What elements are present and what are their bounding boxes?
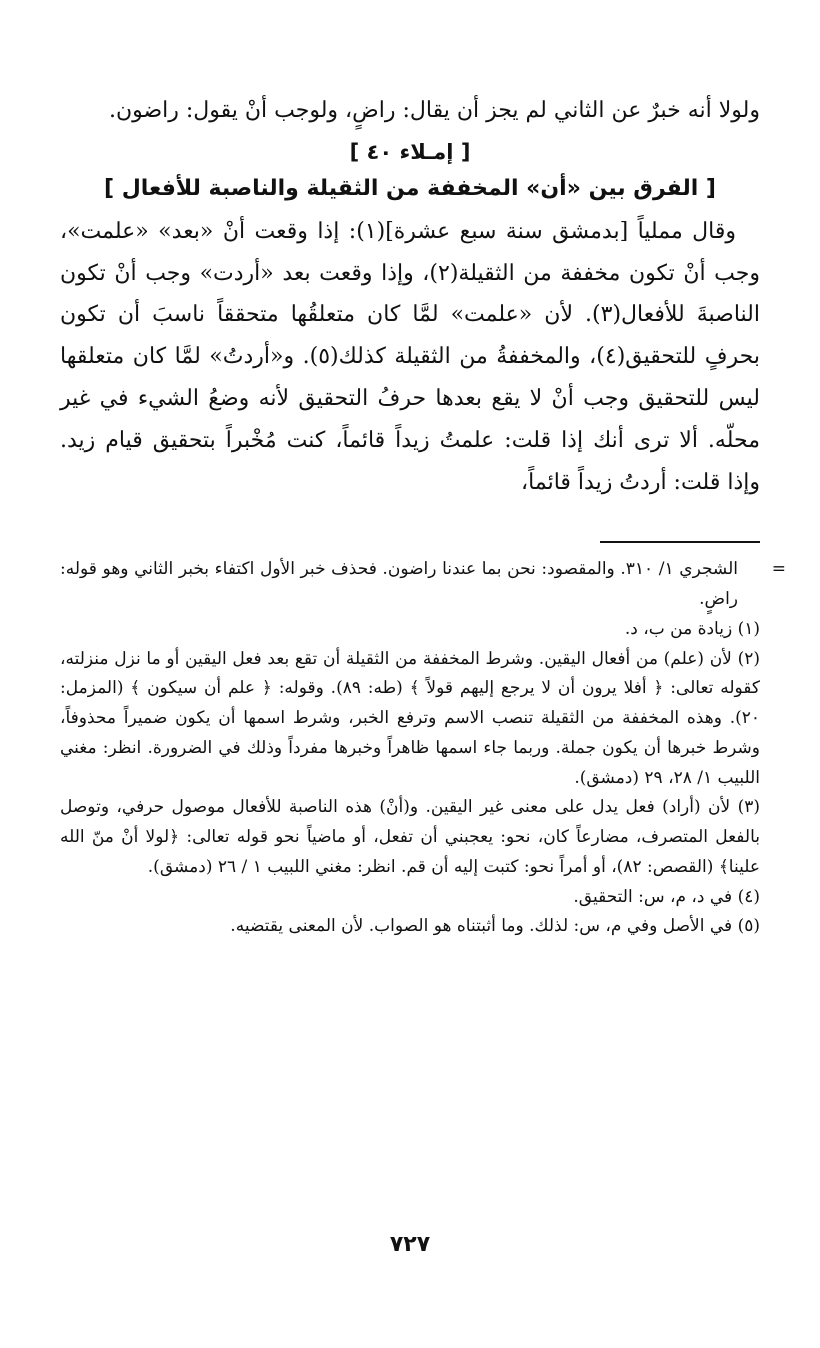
continuation-mark: = — [771, 559, 786, 580]
footnote-item: (٣) لأن (أراد) فعل يدل على معنى غير اليقين. و(أنْ) هذه الناصبة للأفعال موصول حرفي، وتوصل بالفعل المتصرف، مضارعاً كان، نحو: يعجبني أن تفعل، أو ماضياً نحو قوله تعالى: ﴿لولا أنْ منّ الله علينا﴾ (القصص: ٨٢)، أو أمراً نحو: كتبت إليه أن قم. انظر: مغني اللبيب ١ / ٢٦ (دمشق). — [60, 797, 760, 877]
footnote-item: (٤) في د، م، س: التحقيق. — [573, 886, 760, 907]
book-page — [60, 90, 786, 942]
footnote-divider — [600, 541, 760, 543]
section-title: [ إمـلاء ٤٠ ] — [349, 139, 471, 164]
footnote-item: (٥) في الأصل وفي م، س: لذلك. وما أثبتناه هو الصواب. لأن المعنى يقتضيه. — [230, 916, 760, 937]
section-subtitle: [ الفرق بين «أن» المخففة من الثقيلة والناصبة للأفعال ] — [103, 175, 716, 201]
main-text — [60, 90, 760, 503]
paragraph-main: وقال مملياً [بدمشق سنة سبع عشرة](١): إذا وقعت أنْ «بعد» «علمت»، وجب أنْ تكون مخففة من الثقيلة(٢)، وإذا وقعت بعد «أردت» وجب أنْ تكون الناصبةَ للأفعال(٣). لأن «علمت» لمَّا كان متعلقُها متحققاً ناسبَ أن تكون بحرفٍ للتحقيق(٤)، والمخففةُ من الثقيلة كذلك(٥). و«أردتُ» لمَّا كان متعلقها ليس للتحقيق وجب أنْ لا يقع بعدها حرفُ التحقيق لأنه وضعُ الشيء في غير محلّه. ألا ترى أنك إذا قلت: علمتُ زيداً قائماً، كنت مُخْبراً بتحقيق قيام زيد. وإذا قلت: أردتُ زيداً قائماً، — [60, 218, 760, 495]
footnote-item: (١) زيادة من ب، د. — [624, 618, 760, 639]
paragraph-continuation: ولولا أنه خبرٌ عن الثاني لم يجز أن يقال: راضٍ، ولوجب أنْ يقول: راضون. — [108, 98, 760, 123]
footnotes — [60, 555, 786, 942]
footnote-continued-text: الشجري ١/ ٣١٠. والمقصود: نحن بما عندنا راضون. فحذف خبر الأول اكتفاء بخبر الثاني وهو قوله: راضٍ. — [60, 559, 738, 610]
footnote-continued — [60, 555, 786, 615]
footnote-item: (٢) لأن (علم) من أفعال اليقين. وشرط المخففة من الثقيلة أن تقع بعد فعل اليقين أو ما نزل منزلته، كقوله تعالى: ﴿ أفلا يرون أن لا يرجع إليهم قولاً ﴾ (طه: ٨٩). وقوله: ﴿ علم أن سيكون ﴾ (المزمل: ٢٠). وهذه المخففة من الثقيلة تنصب الاسم وترفع الخبر، وشرط اسمها أن يكون ضميراً محذوفاً، وشرط خبرها أن يكون جملة. وربما جاء اسمها ظاهراً وخبرها مفرداً وذلك في الضرورة. انظر: مغني اللبيب ١/ ٢٨، ٢٩ (دمشق). — [60, 648, 760, 788]
page-number: ٧٢٧ — [389, 1232, 431, 1257]
